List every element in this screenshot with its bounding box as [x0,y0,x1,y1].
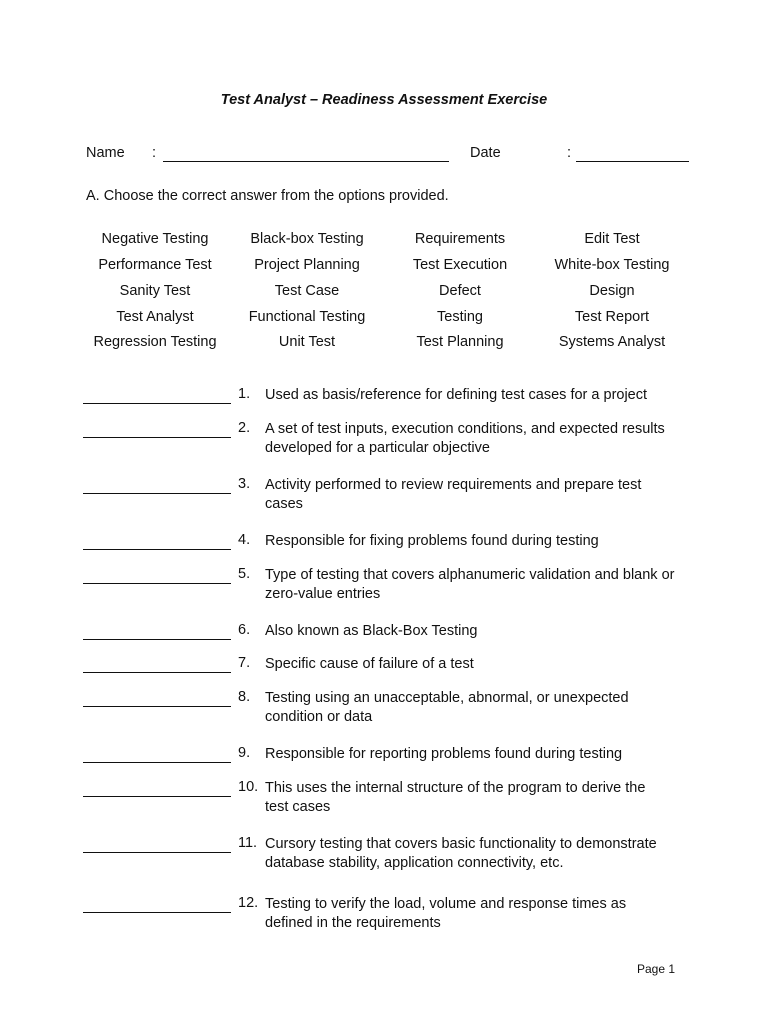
date-field-line[interactable] [576,161,689,162]
question-number: 4. [238,532,251,548]
question-text: This uses the internal structure of the program to derive the test cases [265,780,646,815]
option-item: Test Execution [412,257,508,273]
question-text: Cursory testing that covers basic functionality to demonstrate database stability, application connectivity, etc. [265,836,657,871]
question-text: Also known as Black-Box Testing [265,623,478,639]
question-text: Type of testing that covers alphanumeric validation and blank or zero-value entries [265,567,675,602]
option-item: Negative Testing [101,231,209,247]
question-text: Used as basis/reference for defining test cases for a project [265,387,648,403]
option-item: Project Planning [254,257,360,273]
question-number: 6. [238,622,251,638]
question-number: 11. [238,835,258,851]
answer-blank[interactable] [83,672,231,673]
date-label: Date [470,145,501,161]
answer-blank[interactable] [83,493,231,494]
question-number: 9. [238,745,251,761]
option-item: Requirements [414,231,506,247]
question-number: 3. [238,476,251,492]
option-item: Edit Test [584,231,640,247]
answer-blank[interactable] [83,912,231,913]
question-text: Activity performed to review requirements and prepare test cases [265,477,642,512]
question-text: Testing using an unacceptable, abnormal, or unexpected condition or data [265,690,629,725]
section-a-instruction: A. Choose the correct answer from the options provided. [86,188,449,204]
option-item: Systems Analyst [558,334,666,350]
answer-blank[interactable] [83,403,231,404]
answer-blank[interactable] [83,549,231,550]
option-item: White-box Testing [554,257,670,273]
question-number: 5. [238,566,251,582]
question-text: A set of test inputs, execution conditions, and expected results developed for a particular objective [265,421,665,456]
option-item: Design [589,283,635,299]
question-text: Responsible for fixing problems found during testing [265,533,599,549]
question-text: Responsible for reporting problems found during testing [265,746,623,762]
question-text: Testing to verify the load, volume and response times as defined in the requirements [265,896,627,931]
date-colon: : [567,145,572,161]
question-number: 8. [238,689,251,705]
name-field-line[interactable] [163,161,449,162]
option-item: Test Planning [416,334,504,350]
option-item: Defect [439,283,481,299]
page-number: Page 1 [637,962,676,976]
option-item: Test Report [574,309,650,325]
answer-blank[interactable] [83,796,231,797]
option-item: Functional Testing [248,309,366,325]
option-item: Performance Test [98,257,212,273]
question-text: Specific cause of failure of a test [265,656,474,672]
option-item: Testing [437,309,483,325]
option-item: Sanity Test [119,283,191,299]
option-item: Unit Test [278,334,336,350]
option-item: Test Case [274,283,340,299]
question-number: 12. [238,895,259,911]
question-number: 2. [238,420,251,436]
question-number: 1. [238,386,251,402]
question-number: 7. [238,655,251,671]
answer-blank[interactable] [83,762,231,763]
name-label: Name [86,145,125,161]
answer-blank[interactable] [83,706,231,707]
name-colon: : [152,145,157,161]
question-number: 10. [238,779,259,795]
answer-blank[interactable] [83,583,231,584]
answer-blank[interactable] [83,639,231,640]
page-title: Test Analyst – Readiness Assessment Exercise [220,92,548,108]
option-item: Test Analyst [116,309,194,325]
option-item: Black-box Testing [250,231,364,247]
answer-blank[interactable] [83,437,231,438]
answer-blank[interactable] [83,852,231,853]
option-item: Regression Testing [93,334,217,350]
